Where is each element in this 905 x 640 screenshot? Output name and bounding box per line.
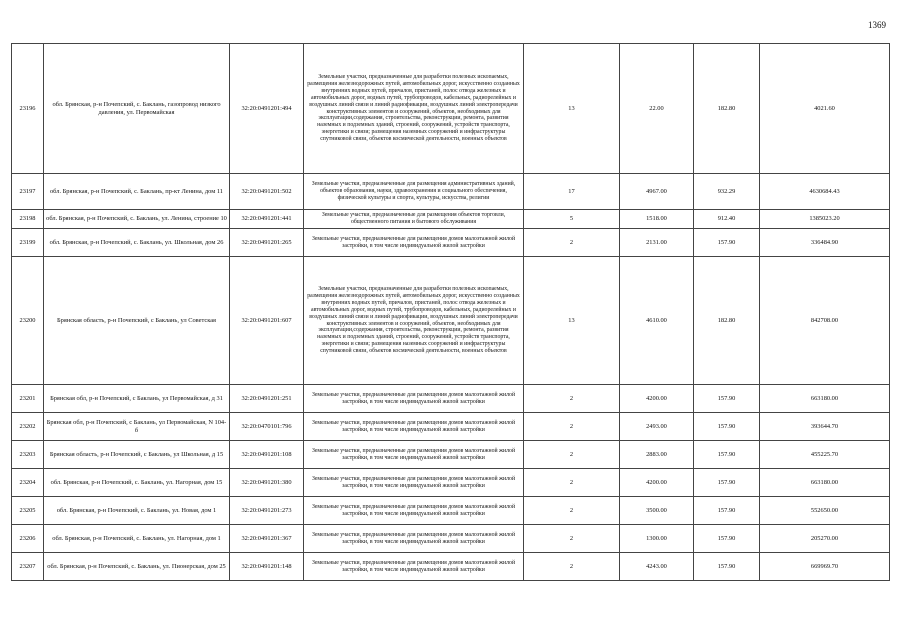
usage-group-cell: 2	[524, 229, 620, 257]
usage-group-cell: 2	[524, 525, 620, 553]
usage-group-cell: 2	[524, 469, 620, 497]
land-purpose-cell: Земельные участки, предназначенные для размещения домов малоэтажной жилой застройки, в том числе индивидуальной жилой застройки	[304, 553, 524, 581]
row-number: 23197	[12, 174, 44, 210]
address-cell: обл. Брянская, р-н Почепский, с. Баклань, ул. Школьная, дом 26	[44, 229, 230, 257]
land-purpose-cell: Земельные участки, предназначенные для размещения домов малоэтажной жилой застройки, в том числе индивидуальной жилой застройки	[304, 385, 524, 413]
land-purpose-cell: Земельные участки, предназначенные для размещения домов малоэтажной жилой застройки, в том числе индивидуальной жилой застройки	[304, 413, 524, 441]
area-cell: 2131.00	[620, 229, 694, 257]
cadastral-number-cell: 32:20:0491201:367	[230, 525, 304, 553]
table-row	[12, 469, 890, 497]
row-number: 23201	[12, 385, 44, 413]
cadastral-value-cell: 455225.70	[760, 441, 890, 469]
table-row	[12, 229, 890, 257]
row-number: 23204	[12, 469, 44, 497]
area-cell: 2493.00	[620, 413, 694, 441]
row-number: 23207	[12, 553, 44, 581]
usage-group-cell: 2	[524, 441, 620, 469]
cadastral-number-cell: 32:20:0491201:108	[230, 441, 304, 469]
usage-group-cell: 17	[524, 174, 620, 210]
land-purpose-cell: Земельные участки, предназначенные для размещения домов малоэтажной жилой застройки, в том числе индивидуальной жилой застройки	[304, 229, 524, 257]
cadastral-value-cell: 205270.00	[760, 525, 890, 553]
cadastral-number-cell: 32:20:0491201:273	[230, 497, 304, 525]
area-cell: 1518.00	[620, 210, 694, 229]
area-cell: 22.00	[620, 44, 694, 174]
specific-value-cell: 157.90	[694, 229, 760, 257]
row-number: 23205	[12, 497, 44, 525]
land-purpose-cell: Земельные участки, предназначенные для размещения домов малоэтажной жилой застройки, в том числе индивидуальной жилой застройки	[304, 497, 524, 525]
cadastral-value-cell: 663180.00	[760, 469, 890, 497]
cadastral-value-cell: 842708.00	[760, 257, 890, 385]
cadastral-value-cell: 4021.60	[760, 44, 890, 174]
area-cell: 4610.00	[620, 257, 694, 385]
cadastral-value-table	[11, 43, 890, 581]
table-row	[12, 44, 890, 174]
specific-value-cell: 182.80	[694, 257, 760, 385]
land-purpose-cell: Земельные участки, предназначенные для разработки полезных ископаемых, размещения железнодорожных путей, автомобильных дорог, искусственно созданных внутренних водных путей, причалов, пристаней, полос отвода железных и автомобильных дорог, водных путей, трубопроводов, кабельных, радиорелейных и воздушных линий связи и линий радиофикации, воздушных линий электропередачи конструктивных элементов и сооружений, объектов, необходимых для эксплуатации,содержания, строительства, реконструкции, ремонта, развития наземных и подземных зданий, строений, сооружений, устройств транспорта, энергетики и связи; размещения наземных сооружений и инфраструктуры спутниковой связи, объектов космической деятельности, военных объектов	[304, 257, 524, 385]
usage-group-cell: 2	[524, 385, 620, 413]
specific-value-cell: 157.90	[694, 553, 760, 581]
address-cell: обл. Брянская, р-н Почепский, с. Баклань, газопровод низкого давления, ул. Первомайская	[44, 44, 230, 174]
area-cell: 4200.00	[620, 469, 694, 497]
row-number: 23198	[12, 210, 44, 229]
usage-group-cell: 2	[524, 497, 620, 525]
cadastral-value-cell: 1385023.20	[760, 210, 890, 229]
specific-value-cell: 912.40	[694, 210, 760, 229]
cadastral-value-cell: 663180.00	[760, 385, 890, 413]
cadastral-number-cell: 32:20:0491201:265	[230, 229, 304, 257]
table-row	[12, 441, 890, 469]
land-purpose-cell: Земельные участки, предназначенные для размещения домов малоэтажной жилой застройки, в том числе индивидуальной жилой застройки	[304, 469, 524, 497]
table-row	[12, 525, 890, 553]
address-cell: обл. Брянская, р-н Почепский, с. Баклань, ул. Пионерская, дом 25	[44, 553, 230, 581]
area-cell: 4967.00	[620, 174, 694, 210]
usage-group-cell: 2	[524, 413, 620, 441]
land-purpose-cell: Земельные участки, предназначенные для размещения домов малоэтажной жилой застройки, в том числе индивидуальной жилой застройки	[304, 441, 524, 469]
usage-group-cell: 5	[524, 210, 620, 229]
address-cell: Брянская область, р-н Почепский, с Баклань, ул Школьная, д 15	[44, 441, 230, 469]
cadastral-value-cell: 4630684.43	[760, 174, 890, 210]
address-cell: Брянская обл, р-н Почепский, с Баклань, ул Первомайская, N 104-б	[44, 413, 230, 441]
address-cell: обл. Брянская, р-н Почепский, с. Баклань, ул. Нагорная, дом 1	[44, 525, 230, 553]
land-purpose-cell: Земельные участки, предназначенные для разработки полезных ископаемых, размещения железнодорожных путей, автомобильных дорог, искусственно созданных внутренних водных путей, причалов, пристаней, полос отвода железных и автомобильных дорог, водных путей, трубопроводов, кабельных, радиорелейных и воздушных линий связи и линий радиофикации, воздушных линий электропередачи конструктивных элементов и сооружений, объектов, необходимых для эксплуатации,содержания, строительства, реконструкции, ремонта, развития наземных и подземных зданий, строений, сооружений, устройств транспорта, энергетики и связи; размещения наземных сооружений и инфраструктуры спутниковой связи, объектов космической деятельности, военных объектов	[304, 44, 524, 174]
cadastral-number-cell: 32:20:0491201:494	[230, 44, 304, 174]
specific-value-cell: 182.80	[694, 44, 760, 174]
page-number: 1369	[868, 20, 886, 30]
cadastral-number-cell: 32:20:0491201:251	[230, 385, 304, 413]
land-purpose-cell: Земельные участки, предназначенные для размещения административных зданий, объектов образования, науки, здравоохранения и социального обеспечения, физической культуры и спорта, культуры, искусства, религии	[304, 174, 524, 210]
address-cell: обл. Брянская, р-н Почепский, с. Баклань, ул. Ленина, строение 10	[44, 210, 230, 229]
cadastral-number-cell: 32:20:0491201:502	[230, 174, 304, 210]
specific-value-cell: 157.90	[694, 385, 760, 413]
area-cell: 1300.00	[620, 525, 694, 553]
specific-value-cell: 157.90	[694, 525, 760, 553]
cadastral-value-cell: 552650.00	[760, 497, 890, 525]
address-cell: обл. Брянская, р-н Почепский, с. Баклань, ул. Новая, дом 1	[44, 497, 230, 525]
address-cell: Брянская обл, р-н Почепский, с Баклань, ул Первомайская, д 31	[44, 385, 230, 413]
cadastral-number-cell: 32:20:0491201:441	[230, 210, 304, 229]
specific-value-cell: 157.90	[694, 413, 760, 441]
specific-value-cell: 157.90	[694, 497, 760, 525]
specific-value-cell: 932.29	[694, 174, 760, 210]
address-cell: обл. Брянская, р-н Почепский, с. Баклань, пр-кт Ленина, дом 11	[44, 174, 230, 210]
row-number: 23206	[12, 525, 44, 553]
area-cell: 3500.00	[620, 497, 694, 525]
row-number: 23196	[12, 44, 44, 174]
row-number: 23199	[12, 229, 44, 257]
cadastral-number-cell: 32:20:0491201:380	[230, 469, 304, 497]
usage-group-cell: 13	[524, 44, 620, 174]
land-purpose-cell: Земельные участки, предназначенные для размещения домов малоэтажной жилой застройки, в том числе индивидуальной жилой застройки	[304, 525, 524, 553]
cadastral-number-cell: 32:20:0470101:796	[230, 413, 304, 441]
cadastral-value-cell: 336484.90	[760, 229, 890, 257]
table-row	[12, 553, 890, 581]
row-number: 23202	[12, 413, 44, 441]
table-row	[12, 497, 890, 525]
area-cell: 4243.00	[620, 553, 694, 581]
cadastral-number-cell: 32:20:0491201:607	[230, 257, 304, 385]
land-purpose-cell: Земельные участки, предназначенные для размещения объектов торговли, общественного питания и бытового обслуживания	[304, 210, 524, 229]
table-row	[12, 413, 890, 441]
area-cell: 4200.00	[620, 385, 694, 413]
specific-value-cell: 157.90	[694, 469, 760, 497]
cadastral-number-cell: 32:20:0491201:148	[230, 553, 304, 581]
cadastral-value-cell: 669969.70	[760, 553, 890, 581]
usage-group-cell: 2	[524, 553, 620, 581]
row-number: 23200	[12, 257, 44, 385]
table-row	[12, 385, 890, 413]
cadastral-value-cell: 393644.70	[760, 413, 890, 441]
table-row	[12, 210, 890, 229]
address-cell: Брянская область, р-н Почепский, с Баклань, ул Советская	[44, 257, 230, 385]
address-cell: обл. Брянская, р-н Почепский, с. Баклань, ул. Нагорная, дом 15	[44, 469, 230, 497]
area-cell: 2883.00	[620, 441, 694, 469]
table-row	[12, 257, 890, 385]
row-number: 23203	[12, 441, 44, 469]
usage-group-cell: 13	[524, 257, 620, 385]
table-row	[12, 174, 890, 210]
specific-value-cell: 157.90	[694, 441, 760, 469]
